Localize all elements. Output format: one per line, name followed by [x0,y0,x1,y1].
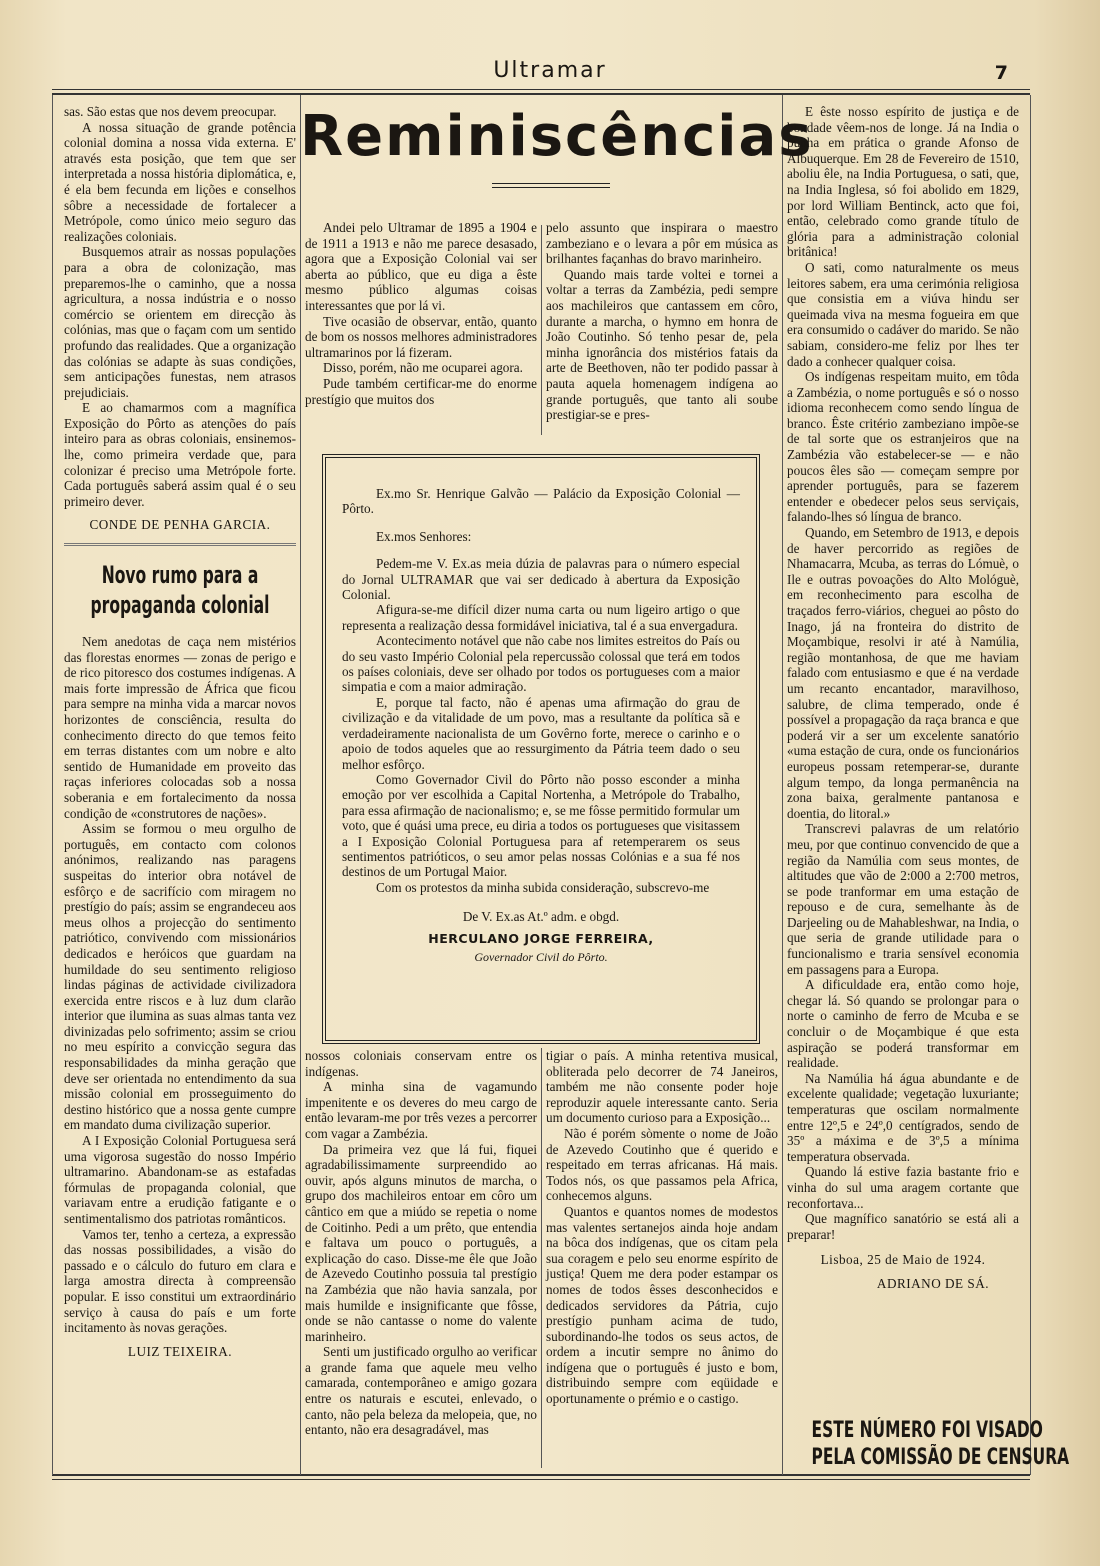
paragraph: pelo assunto que inspirara o maestro zambeziano e o levara a pôr em música as brilhantes façanhas do bravo marinheiro. [546,220,778,267]
paragraph: Quando, em Setembro de 1913, e depois de haver percorrido as regiões de Nhamacarra, Mcuba, as terras do Lómuè, o Ile e outras povoações do Alto Mológuè, em reconhecimento para escolha de traçados ferro-viários, cheguei ao pôsto do Inago, já na fronteira do distrito de Moçambique, resolvi ir até à Namúlia, região montanhosa, de que me haviam falado com entusiasmo e que é na verdade um recanto encantador, maravilhoso, salubre, de clima temperado, onde é possível a propagação da raça branca e que poderá vir a ser um excelente sanatório «uma estação de cura, onde os funcionários europeus possam retemperar-se, durante algum tempo, da longa permanência na zona baixa, geralmente pantanosa e doentia, do litoral.» [787,525,1019,821]
signature-luiz-teixeira: LUIZ TEIXEIRA. [127,1343,233,1359]
outer-right-rule [1030,95,1031,1475]
column-rule-2-top [541,225,542,435]
masthead-title: Ultramar [493,58,607,83]
letter-paragraph: Com os protestos da minha subida consideração, subscrevo-me [376,879,710,895]
paragraph: Nem anedotas de caça nem mistérios das florestas enormes — zonas de perigo e de rico pitoresco dos costumes indígenas. A mais forte impressão de África que ficou para sempre na minha vida a marcar novos horizontes de consciência, resulta do conhecimento directo do que temos feito em terras distantes com um nobre e alto sentido de Humanidade em proveito das raças inferiores colocadas sob a nossa soberania e em fortalecimento da nossa condição de «construtores de nações». [64,634,296,821]
column-rule-1 [300,95,301,1475]
column-2-top [305,220,537,407]
paragraph: Que magnífico sanatório se está ali a preparar! [787,1211,1019,1242]
paragraph: Da primeira vez que lá fui, fiquei agradabilissimamente surpreendido ao ouvir, após alguns minutos de marcha, o grupo dos machileiros entoar em côro um cântico em que a miúdo se repetia o nome de Coitinho. Pedi a um prêto, que entendia e faltava um pouco o português, a explicação do caso. Disse-me êle que João de Azevedo Coutinho possuia tal prestígio na Zambézia que não havia sanzala, por mais humilde e insignificante que fôsse, onde se não cantasse o nome do valente marinheiro. [305,1141,537,1344]
paragraph: E ao chamarmos com a magnífica Exposição do Pôrto as atenções do país inteiro para as obras coloniais, ensinemos-lhe, como primeira verdade que, para colonizar é preciso uma Metrópole forte. Cada português saberá assim qual é o seu primeiro dever. [64,400,296,509]
section-separator [64,543,296,546]
paragraph: Quantos e quantos nomes de modestos mas valentes sertanejos ainda hoje andam na bôca dos indígenas, que os citam pela sua coragem e pelo seu enorme espírito de justiça! Quem me dera poder estampar os nomes de todos êsses desconhecidos e dedicados servidores da Pátria, cujo prestígio punham acima de tudo, subordinando-lhe todos os seus actos, de ordem a incutir sempre no ânimo do indígena que o português é justo e bom, distribuindo sempre com eqüidade e oportunamente o prémio e o castigo. [546,1203,778,1407]
paragraph: Busquemos atrair as nossas populações para a obra de colonização, mas preparemos-lhe o caminho, que a nossa agricultura, a nossa indústria e o nosso comércio se orientem em direcção às colónias, mas que o façam com um sentido profundo das realidades. Que a organização das colónias se adapte às suas condições, sem anticipações funestas, nem atrasos prejudiciais. [64,244,296,400]
column-4 [787,104,1019,1292]
letter-paragraph: Afigura-se-me difícil dizer numa carta ou num ligeiro artigo o que representa a realização dessa formidável iniciativa, tal é a sua envergadura. [342,602,740,633]
column-rule-2-bottom [541,1048,542,1468]
column-3-bottom [546,1048,778,1407]
column-1 [64,104,296,1359]
censorship-stamp [786,1417,1070,1471]
paragraph: E êste nosso espírito de justiça e de bondade vêem-nos de longe. Já na India o punha em prática o grande Afonso de Albuquerque. Em 28 de Fevereiro de 1510, aboliu êle, na India Portuguesa, o sati, que, na India Inglesa, só foi abolido em 1829, por lord William Bentinck, acto que foi, então, celebrado como grande título de glória para a administração colonial britânica! [787,104,1019,260]
letter-signer-title: Governador Civil do Pôrto. [474,949,608,964]
column-2-bottom [305,1048,537,1438]
column-3-top [546,220,778,423]
paragraph: O sati, como naturalmente os meus leitores sabem, era uma cerimónia religiosa que consistia em a viúva hindu ser queimada viva na mesma fogueira em que era consumido o cadáver do marido. Se não sabiam, considero-me feliz por lhes ter dado a conhecer qualquer coisa. [787,259,1019,369]
paragraph: Quando mais tarde voltei e tornei a voltar a terras da Zambézia, pedi sempre aos machileiros que cantassem em côro, durante a marcha, o hymno em honra de João Coutinho. Só tenho pesar de, pela minha ignorância dos mistérios fatais da arte de Beethoven, não ter podido passar à pauta aquela homenagem indígena ao grande português, que tanto ali soube prestigiar-se e pres- [546,266,778,423]
bottom-rule [52,1474,1030,1480]
paragraph: Transcrevi palavras de um relatório meu, por que continuo convencido de que a região da Namúlia com seus montes, de altitudes que vão de 2:000 a 2:700 metros, se pode tranformar em uma estação de repouso e de cura, semelhante às de Darjeeling ou de Mahableshwar, na India, o que seria de grande utilidade para o funcionalismo e traria sensível economia em passagens para a Europa. [787,821,1019,977]
section-title-propaganda: Novo rumo para a propaganda colonial [90,561,270,620]
letter-paragraph: E, porque tal facto, não é apenas uma afirmação do grau de civilização e da vitalidade de um povo, mas a resultante da política sã e verdadeiramente nacionalista de um Govêrno forte, merece o carinho e o apoio de todos aqueles que ao ressurgimento da Pátria teem dado o seu melhor esfôrço. [342,694,740,772]
paragraph: A nossa situação de grande potência colonial domina a nossa vida externa. E' através esta posição, que tem que ser interpretada a nossa história diplomática, e, é ela bem fecunda em lições e conselhos sôbre a necessidade de fortalecer a Metrópole, como único meio seguro das realizações coloniais. [64,119,296,244]
paragraph: Não é porém sòmente o nome de João de Azevedo Coutinho que é querido e respeitado em terras africanas. Há mais. Todos nós, os que passamos pela Africa, conhecemos alguns. [546,1125,778,1204]
paragraph: Senti um justificado orgulho ao verificar a grande fama que aquele meu velho camarada, contemporâneo e amigo gozara entre os naturais e escutei, enlevado, o canto, não pela beleza da melopeia, que, no entanto, não era desagradável, mas [305,1344,538,1438]
letter-salutation: Ex.mos Senhores: [376,528,472,544]
paragraph: sas. São estas que nos devem preocupar. [64,104,277,119]
letter-box [322,454,760,1044]
signature-penha-garcia: CONDE DE PENHA GARCIA. [89,517,271,533]
paragraph: tigiar o país. A minha retentiva musical, obliterada pelo decorrer de 74 Janeiros, também me não consente poder hoje reproduzir aquele interessante canto. Seria um documento curioso para a Exposição... [546,1048,778,1126]
title-rule [492,183,610,188]
letter-paragraph: Pedem-me V. Ex.as meia dúzia de palavras para o número especial do Jornal ULTRAMAR que vai ser dedicado à abertura da Exposição Colonial. [342,556,740,603]
letter-paragraph: Como Governador Civil do Pôrto não posso esconder a minha emoção por ver escolhida a Capital Nortenha, a Metrópole do Trabalho, para essa afirmação de nacionalismo; e, se me fôsse permitido formular um voto, que é quási uma prece, eu diria a todos os portugueses que visitassem a I Exposição Colonial Portuguesa para af retemperarem os seus sentimentos patrióticos, o seu amor pelas nossas Colónias e a sua fé nos destinos de um Portugal Maior. [342,771,740,880]
paragraph: nossos coloniais conservam entre os indígenas. [305,1048,537,1079]
top-rule [52,89,1030,95]
letter-address: Ex.mo Sr. Henrique Galvão — Palácio da Exposição Colonial — Pôrto. [342,486,740,517]
paragraph: A I Exposição Colonial Portuguesa será uma vigorosa sugestão do nosso Império ultramarino. Abandonam-se as estafadas fórmulas de propaganda colonial, que variavam entre a erudição fatigante e o sentimentalismo dos patriotas românticos. [64,1133,296,1226]
article-title: Reminiscências [300,104,814,169]
paragraph: Andei pelo Ultramar de 1895 a 1904 e de 1911 a 1913 e não me parece desasado, agora que a Exposição Colonial vai ser aberta ao público, que eu diga a êste mesmo público algumas coisas interessantes que por lá vi. [305,220,537,313]
paragraph: A minha sina de vagamundo impenitente e os deveres do meu cargo de então levaram-me por três vezes a percorrer com vagar a Zambézia. [305,1079,537,1141]
stamp-line-2: PELA COMISSÃO DE CENSURA [811,1445,1070,1470]
paragraph: Assim se formou o meu orgulho de português, em contacto com colonos anónimos, realizando nas paragens suspeitas do interior obra notável de esfôrço e de sacrifício com miragem no prestígio do país; assim se engrandeceu aos meus olhos a projecção do sentimento patriótico, convivendo com missionários dedicados e heróicos que guardam na humildade do seu sentimento religioso lindas páginas de actividade civilizadora exercida entre riscos e à luz dum clarão interior que ilumina as suas almas tanta vez divinizadas pelo sofrimento; assim se criou no meu espírito a convicção segura das responsabilidades da minha geração que deve ser orientada no entendimento da sua missão colonial em prosseguimento do destino histórico que a nossa gente cumpre em mandato duma civilização superior. [64,821,296,1133]
page-number: 7 [994,62,1008,84]
signature-adriano-de-sa: ADRIANO DE SÁ. [876,1275,990,1291]
paragraph: Disso, porém, não me ocuparei agora. [323,360,523,376]
letter-signer: HERCULANO JORGE FERREIRA, [428,930,654,946]
paragraph: Vamos ter, tenho a certeza, a expressão das nossas possibilidades, a visão do passado e o cálculo do futuro em clara e larga amostra directa à compreensão popular. E isso constitui um extraordinário serviço à causa do país e um forte incitamento às novas gerações. [64,1226,296,1336]
paragraph: Quando lá estive fazia bastante frio e vinha do sul uma aragem cortante que reconfortava... [787,1164,1019,1211]
paragraph: Os indígenas respeitam muito, em tôda a Zambézia, o nome português e só o nosso idioma reconhecem como sendo língua de branco. Êste critério zambeziano impõe-se de tal sorte que os estranjeiros que na Zambézia vão estabelecer-se — e não poucos êles são — começam sempre por aprender português, para se fazerem entender e obedecer pelos seus serviçais, falando-lhes só língua de branco. [787,369,1019,525]
outer-left-rule [52,95,53,1475]
paragraph: Pude também certificar-me do enorme prestígio que muitos dos [305,375,537,407]
paragraph: Na Namúlia há água abundante e de excelente qualidade; vegetação luxuriante; temperaturas que oscilam normalmente entre 12º,5 e 24º,0 centígrados, sendo de 35º a máxima e de 3º,5 a mínima temperatura observada. [787,1070,1019,1164]
column-rule-3 [782,95,783,1475]
paragraph: A dificuldade era, então como hoje, chegar lá. Só quando se prolongar para o norte o caminho de ferro de Mcuba e se concluir o de Moçambique é que esta aspiração se poderá transformar em realidade. [787,977,1019,1071]
letter-body [342,486,740,965]
paragraph: Tive ocasião de observar, então, quanto de bom os nossos melhores administradores ultramarinos por lá fizeram. [305,313,537,360]
letter-paragraph: Acontecimento notável que não cabe nos limites estreitos do País ou do seu vasto Império Colonial pela repercussão colossal que terá em todos os países coloniais, deve ser olhado por todos os portugueses com a maior simpatia e com a maior admiração. [342,633,740,695]
dateline: Lisboa, 25 de Maio de 1924. [820,1252,986,1268]
letter-closing: De V. Ex.as At.º adm. e obgd. [462,909,620,925]
stamp-line-1: ESTE NÚMERO FOI VISADO [811,1418,1043,1443]
